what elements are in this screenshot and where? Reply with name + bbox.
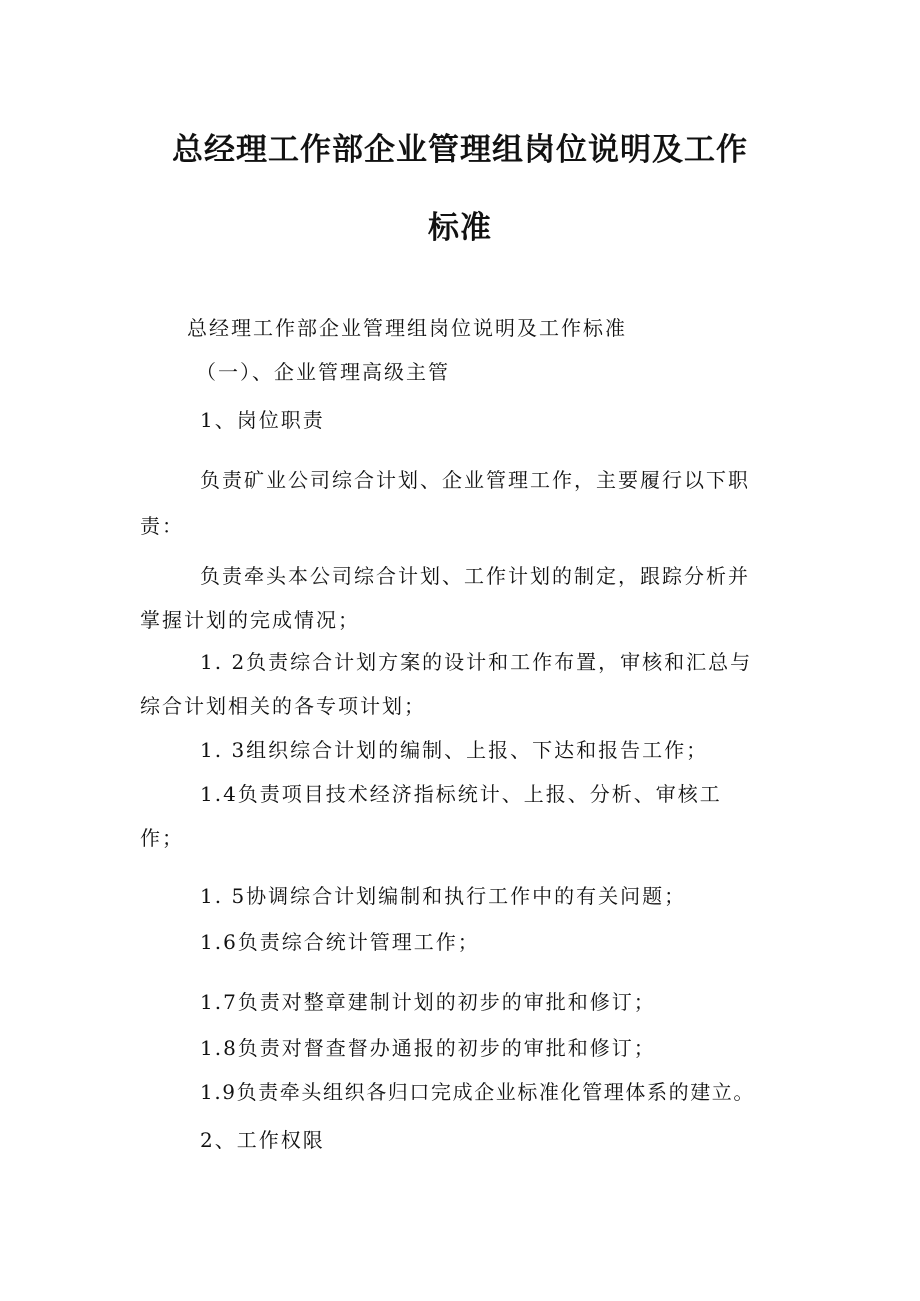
- paragraph-line: 负责牵头本公司综合计划、工作计划的制定，跟踪分析并: [200, 564, 750, 588]
- paragraph-line: 负责矿业公司综合计划、企业管理工作，主要履行以下职: [200, 468, 750, 492]
- paragraph-line: 综合计划相关的各专项计划；: [140, 694, 426, 718]
- paragraph-line: 1.7负责对整章建制计划的初步的审批和修订；: [200, 990, 656, 1014]
- paragraph-line: 1. 2负责综合计划方案的设计和工作布置，审核和汇总与: [200, 650, 753, 674]
- paragraph-line: 责：: [140, 514, 184, 538]
- item-heading-duties: 1、岗位职责: [200, 408, 325, 432]
- item-heading-authority: 2、工作权限: [200, 1128, 325, 1152]
- paragraph-line: 1.6负责综合统计管理工作；: [200, 930, 480, 954]
- paragraph-line: 1. 5协调综合计划编制和执行工作中的有关问题；: [200, 884, 687, 908]
- paragraph-line: 掌握计划的完成情况；: [140, 608, 360, 632]
- document-title-line-2: 标准: [428, 210, 492, 246]
- subsection-heading: （一）、企业管理高级主管: [196, 360, 450, 384]
- section-heading: 总经理工作部企业管理组岗位说明及工作标准: [187, 316, 627, 340]
- paragraph-line: 1.8负责对督查督办通报的初步的审批和修订；: [200, 1036, 656, 1060]
- paragraph-line: 作；: [140, 826, 184, 850]
- paragraph-line: 1.9负责牵头组织各归口完成企业标准化管理体系的建立。: [200, 1080, 756, 1104]
- paragraph-line: 1.4负责项目技术经济指标统计、上报、分析、审核工: [200, 782, 722, 806]
- document-title-line-1: 总经理工作部企业管理组岗位说明及工作: [172, 132, 748, 168]
- paragraph-line: 1. 3组织综合计划的编制、上报、下达和报告工作；: [200, 738, 709, 762]
